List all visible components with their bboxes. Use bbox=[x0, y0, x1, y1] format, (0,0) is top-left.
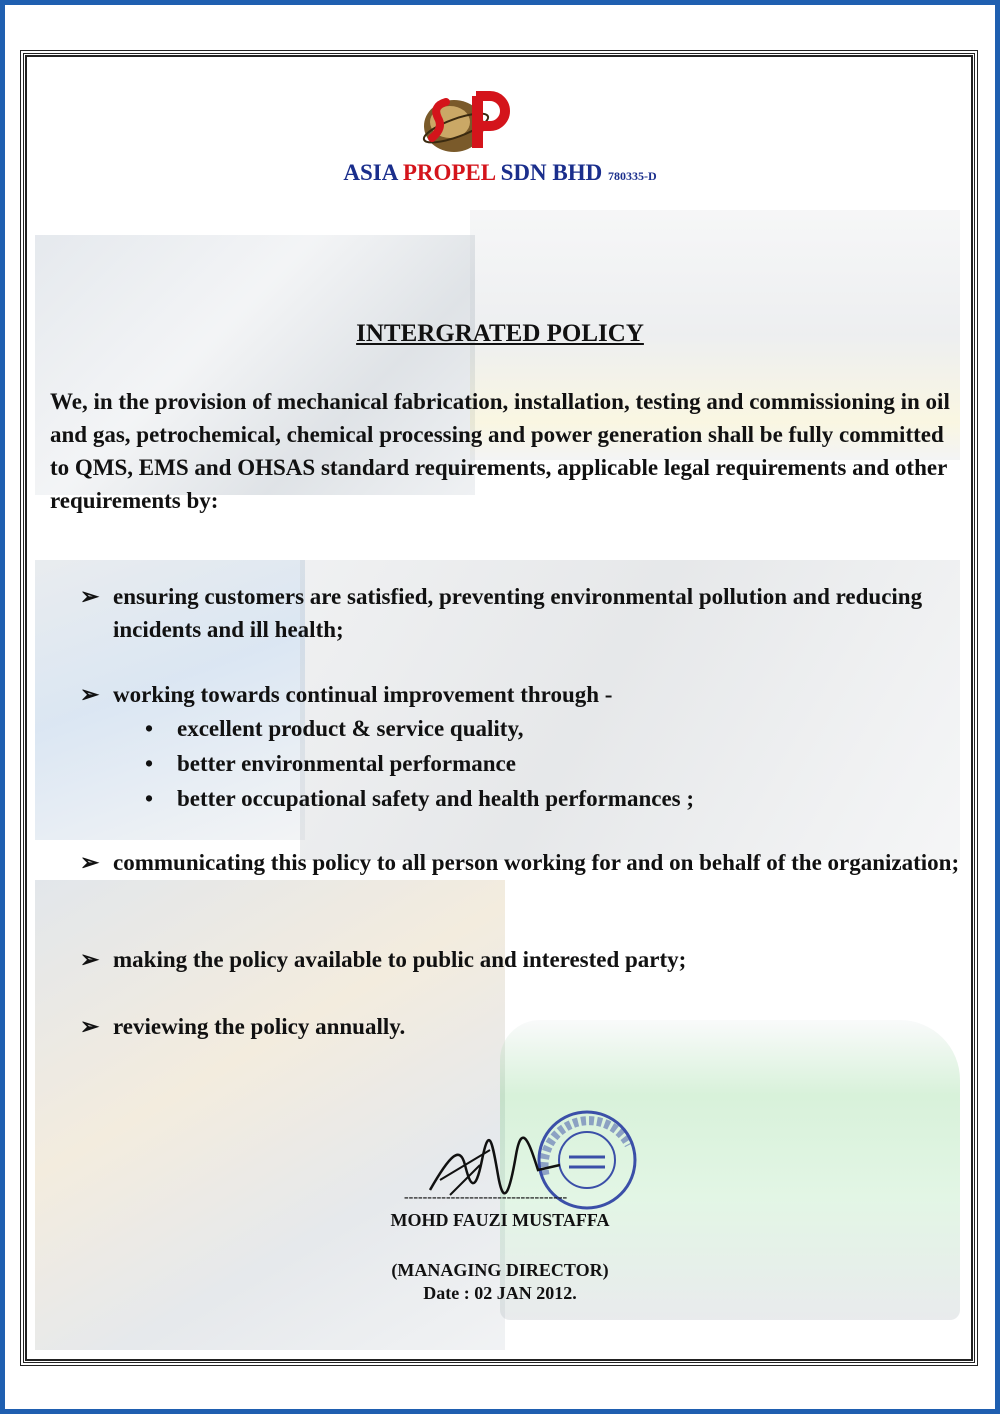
policy-bullet-4 bbox=[80, 943, 960, 976]
policy-date: Date : 02 JAN 2012. bbox=[423, 1283, 577, 1303]
policy-sub-item-2 bbox=[145, 746, 945, 781]
dot-bullet-icon: • bbox=[145, 751, 154, 776]
dot-bullet-icon: • bbox=[145, 716, 154, 741]
policy-bullet-2 bbox=[80, 678, 960, 711]
arrow-bullet-icon: ➢ bbox=[80, 584, 100, 609]
arrow-bullet-icon: ➢ bbox=[80, 850, 100, 875]
company-logo bbox=[416, 82, 516, 160]
policy-bullet-text: ensuring customers are satisfied, preventing environmental pollution and reducing incidents and ill health; bbox=[113, 584, 923, 642]
policy-sub-item-text: better environmental performance bbox=[177, 751, 516, 776]
arrow-bullet-icon: ➢ bbox=[80, 947, 100, 972]
policy-sub-item-text: better occupational safety and health performances ; bbox=[177, 786, 695, 811]
policy-intro: We, in the provision of mechanical fabrication, installation, testing and commissioning in oil and gas, petrochemical, chemical processing and power generation shall be fully committed to QMS, EMS and OHSAS standard requirements, applicable legal requirements and other requirements by: bbox=[50, 389, 950, 513]
signatory-role: (MANAGING DIRECTOR) bbox=[391, 1260, 609, 1280]
policy-bullet-3 bbox=[80, 846, 960, 879]
policy-bullet-text: making the policy available to public and interested party; bbox=[113, 947, 687, 972]
policy-bullet-1 bbox=[80, 580, 960, 646]
policy-title: INTERGRATED POLICY bbox=[356, 320, 644, 347]
arrow-bullet-icon: ➢ bbox=[80, 682, 100, 707]
company-name-part3: SDN BHD bbox=[494, 160, 603, 185]
policy-sub-item-text: excellent product & service quality, bbox=[177, 716, 524, 741]
policy-bullet-text: reviewing the policy annually. bbox=[113, 1014, 406, 1039]
dot-bullet-icon: • bbox=[145, 786, 154, 811]
policy-sub-item-3 bbox=[145, 781, 945, 816]
policy-bullet-text: working towards continual improvement through - bbox=[113, 682, 613, 707]
policy-sub-item-1 bbox=[145, 711, 945, 746]
policy-bullet-text: communicating this policy to all person working for and on behalf of the organization; bbox=[113, 850, 960, 875]
company-name bbox=[0, 160, 1000, 186]
policy-bullet-5 bbox=[80, 1010, 960, 1043]
company-registration: 780335-D bbox=[607, 169, 657, 183]
arrow-bullet-icon: ➢ bbox=[80, 1014, 100, 1039]
signatory-name: MOHD FAUZI MUSTAFFA bbox=[390, 1210, 610, 1230]
company-name-part1: ASIA bbox=[343, 160, 403, 185]
signature-line: ----------------------------------- bbox=[404, 1190, 568, 1205]
company-name-part2: PROPEL bbox=[402, 160, 495, 185]
